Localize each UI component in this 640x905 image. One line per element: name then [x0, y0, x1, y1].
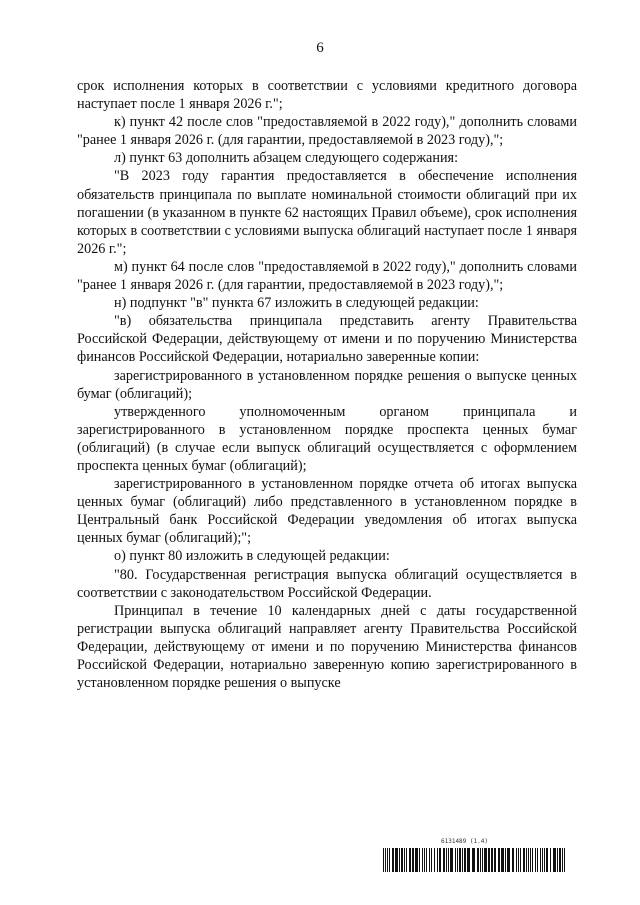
barcode-label: 6131489 (1.4): [441, 838, 488, 845]
paragraph: м) пункт 64 после слов "предоставляемой в 2022 году)," дополнить словами "ранее 1 января 2026 г. (для гарантии, предоставляемой в 2023 году),";: [77, 258, 577, 294]
paragraph: н) подпункт "в" пункта 67 изложить в следующей редакции:: [114, 295, 479, 312]
paragraph: Принципал в течение 10 календарных дней с даты государственной регистрации выпуска облигаций направляет агенту Правительства Российской Федерации, действующему от имени и по поручению Министерства финансов Российской Федерации, нотариально заверенную копию зарегистрированного в установленном порядке решения о выпуске: [77, 602, 577, 692]
barcode-icon: [383, 848, 568, 872]
paragraph: зарегистрированного в установленном порядке отчета об итогах выпуска ценных бумаг (облигаций) либо представленного в установленном порядке в Центральный банк Российской Федерации уведомления об итогах выпуска ценных бумаг (облигаций);";: [77, 476, 577, 547]
paragraph: к) пункт 42 после слов "предоставляемой в 2022 году)," дополнить словами "ранее 1 января 2026 г. (для гарантии, предоставляемой в 2023 году),";: [77, 114, 577, 149]
paragraph: о) пункт 80 изложить в следующей редакции:: [114, 548, 390, 565]
document-body: [77, 77, 577, 692]
paragraph: "в) обязательства принципала представить агенту Правительства Российской Федерации, действующему от имени и по поручению Министерства финансов Российской Федерации, нотариально заверенные копии:: [77, 313, 577, 366]
paragraph: "В 2023 году гарантия предоставляется в обеспечение исполнения обязательств принципала по выплате номинальной стоимости облигаций при их погашении (в указанном в пункте 62 настоящих Правил объеме), срок исполнения которых в соответствии с условиями выпуска облигаций наступает после 1 января 2026 г.";: [77, 168, 577, 257]
paragraph: "80. Государственная регистрация выпуска облигаций осуществляется в соответствии с законодательством Российской Федерации.: [77, 566, 577, 601]
paragraph: л) пункт 63 дополнить абзацем следующего содержания:: [114, 150, 459, 167]
paragraph: зарегистрированного в установленном порядке решения о выпуске ценных бумаг (облигаций);: [77, 367, 577, 402]
page-number: 6: [316, 40, 324, 56]
paragraph: утвержденного уполномоченным органом принципала и зарегистрированного в установленном порядке проспекта ценных бумаг (облигаций) (в случае если выпуск облигаций осуществляется с оформлением проспекта ценных бумаг (облигаций);: [77, 403, 577, 474]
barcode-block: [383, 838, 568, 874]
paragraph: срок исполнения которых в соответствии с условиями кредитного договора наступает после 1 января 2026 г.";: [77, 78, 577, 113]
